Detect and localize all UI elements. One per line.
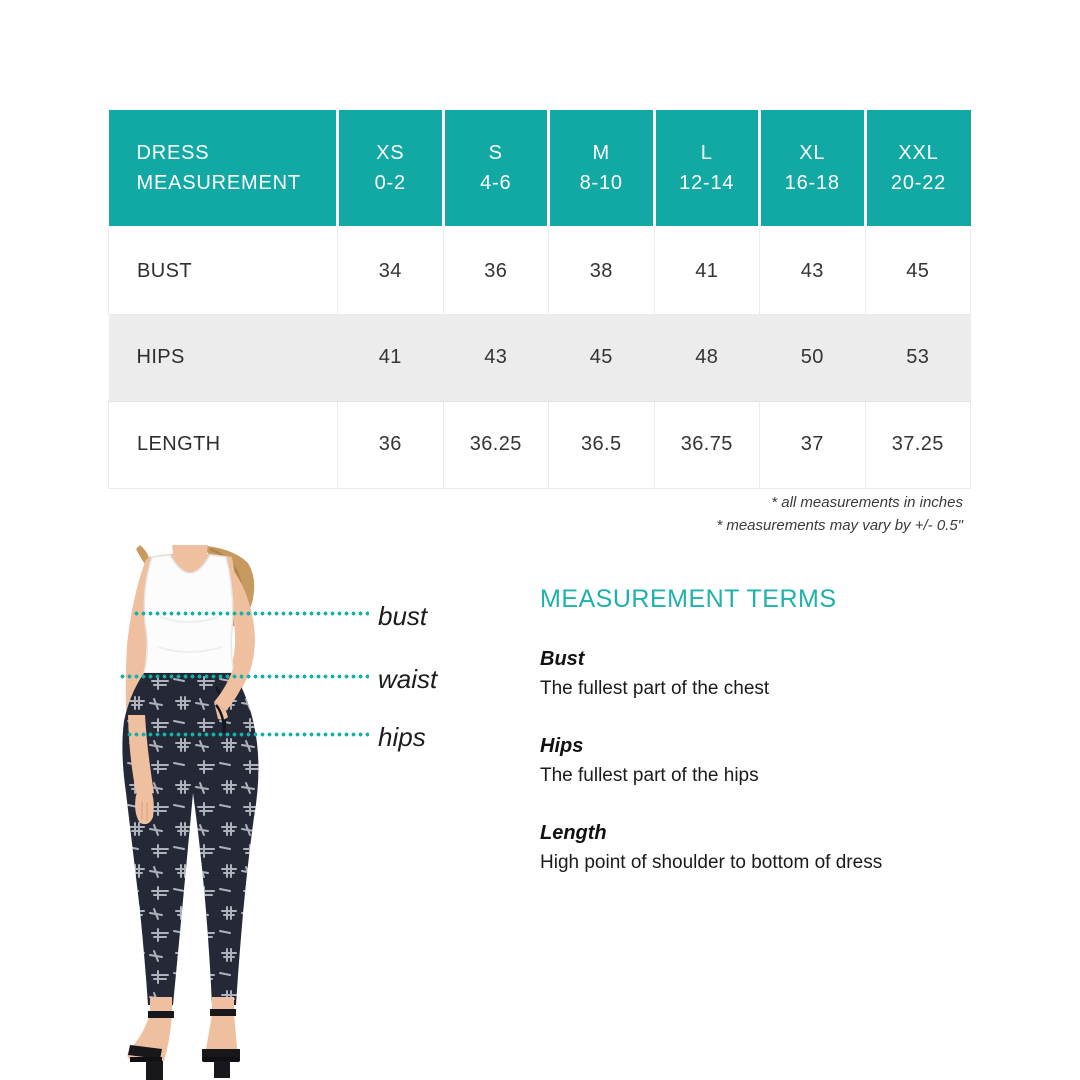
size-range: 8-10	[579, 171, 623, 194]
row-label-hips: HIPS	[109, 314, 338, 401]
length-value-xl: 37	[760, 401, 866, 488]
length-value-m: 36.5	[549, 401, 655, 488]
waist-dotted-line	[119, 674, 369, 679]
term-definition-hips: The fullest part of the hips	[540, 765, 759, 786]
size-range: 20-22	[890, 171, 947, 194]
table-row-bust	[109, 227, 971, 314]
size-name: XXL	[898, 141, 939, 164]
bust-value-xs: 34	[338, 227, 444, 314]
size-table-header	[109, 110, 971, 227]
row-label-length: LENGTH	[109, 401, 338, 488]
bust-line-label: bust	[378, 601, 428, 631]
bust-value-xl: 43	[760, 227, 866, 314]
bust-value-l: 41	[654, 227, 760, 314]
header-cell-size-m	[549, 110, 655, 227]
footnote-inches: * all measurements in inches	[771, 494, 963, 511]
model-illustration	[100, 545, 290, 1080]
header-cell-size-xs	[338, 110, 444, 227]
hips-dotted-line	[126, 732, 369, 737]
term-bust	[540, 647, 970, 701]
model-photo	[100, 545, 290, 1080]
bust-value-m: 38	[549, 227, 655, 314]
size-name: L	[700, 141, 713, 164]
bust-dotted-line	[133, 611, 369, 616]
size-range: 4-6	[480, 171, 512, 194]
header-row	[109, 110, 971, 227]
hips-line-label: hips	[378, 722, 426, 752]
table-row-length	[109, 401, 971, 488]
length-value-s: 36.25	[443, 401, 549, 488]
header-title-line2: MEASUREMENT	[136, 171, 301, 194]
length-value-xs: 36	[338, 401, 444, 488]
header-cell-size-s	[443, 110, 549, 227]
term-hips	[540, 734, 970, 788]
hips-value-m: 45	[549, 314, 655, 401]
size-table	[108, 110, 971, 489]
table-row-hips	[109, 314, 971, 401]
header-cell-size-xl	[760, 110, 866, 227]
size-name: M	[592, 141, 610, 164]
term-definition-length: High point of shoulder to bottom of dress	[540, 852, 883, 873]
size-range: 12-14	[679, 171, 735, 194]
measurement-terms-section	[540, 585, 970, 875]
size-range: 16-18	[784, 171, 840, 194]
waist-line-label: waist	[378, 664, 438, 694]
hips-value-xs: 41	[338, 314, 444, 401]
hips-value-s: 43	[443, 314, 549, 401]
term-title-bust: Bust	[540, 648, 585, 670]
header-cell-dress-measurement	[109, 110, 338, 227]
size-name: XL	[799, 141, 826, 164]
footnote-variance: * measurements may vary by +/- 0.5"	[716, 517, 963, 534]
hips-value-xl: 50	[760, 314, 866, 401]
term-definition-bust: The fullest part of the chest	[540, 678, 770, 699]
size-range: 0-2	[374, 171, 406, 194]
length-value-xxl: 37.25	[865, 401, 971, 488]
heeled-sandals	[127, 997, 240, 1080]
row-label-bust: BUST	[109, 227, 338, 314]
term-title-length: Length	[540, 822, 607, 844]
header-cell-size-xxl	[865, 110, 971, 227]
term-length	[540, 821, 970, 875]
hips-value-l: 48	[654, 314, 760, 401]
header-cell-size-l	[654, 110, 760, 227]
size-name: XS	[376, 141, 405, 164]
bust-value-s: 36	[443, 227, 549, 314]
measurement-terms-heading: MEASUREMENT TERMS	[540, 585, 837, 613]
header-title-line1: DRESS	[136, 141, 210, 164]
term-title-hips: Hips	[540, 735, 584, 757]
length-value-l: 36.75	[654, 401, 760, 488]
hips-value-xxl: 53	[865, 314, 971, 401]
footnotes	[716, 491, 963, 537]
bust-value-xxl: 45	[865, 227, 971, 314]
size-name: S	[488, 141, 503, 164]
